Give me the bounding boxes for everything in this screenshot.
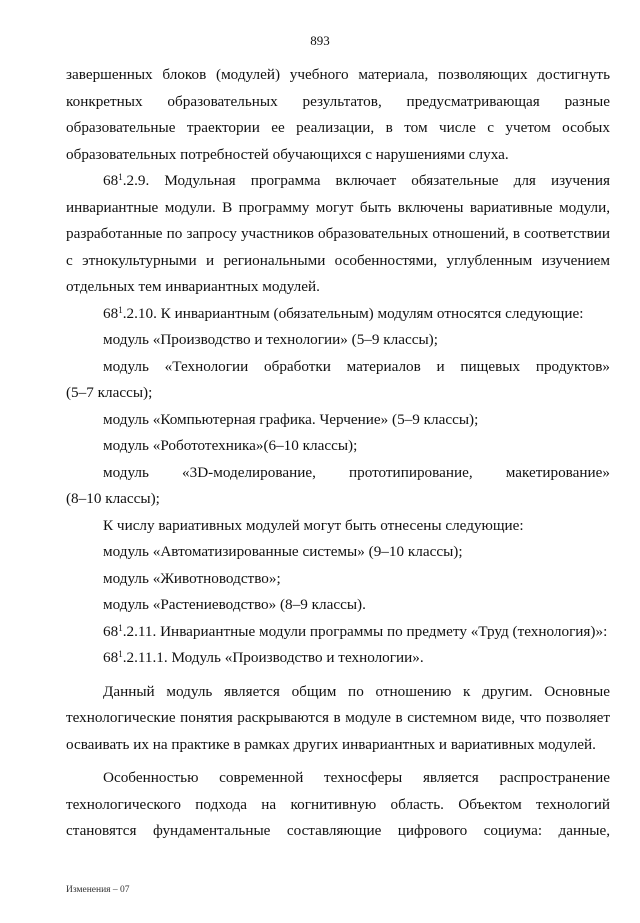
text-line — [66, 592, 610, 619]
line-text: конкретных образовательных результатов, предусматривающая разные — [66, 92, 610, 110]
line-text: Данный модуль является общим по отношению к другим. Основные — [103, 682, 610, 700]
text-line — [66, 142, 610, 169]
line-text: модуль «Производство и технологии» (5–9 классы); — [103, 331, 438, 348]
line-text: Особенностью современной техносферы является распространение — [103, 769, 610, 786]
text-line — [66, 486, 610, 513]
text-line — [66, 195, 610, 222]
text-line — [66, 274, 610, 301]
text-line — [66, 354, 610, 381]
line-text: образовательных потребностей обучающихся с нарушениями слуха. — [66, 145, 509, 163]
line-text: модуль «Компьютерная графика. Черчение» (5–9 классы); — [103, 410, 479, 428]
line-text: .2.11. Инвариантные модули программы по предмету «Труд (технология)»: — [122, 622, 608, 640]
text-line — [66, 566, 610, 593]
section-number: $68^1$ — [103, 172, 123, 189]
page-number: 893 — [310, 33, 330, 48]
section-number: $68^1$ — [103, 622, 123, 640]
text-line — [66, 115, 610, 142]
line-text: модуль «Робототехника»(6–10 классы); — [103, 437, 358, 454]
section-superscript: 1 — [118, 304, 123, 315]
line-text: .2.9. Модульная программа включает обязательные для изучения — [122, 172, 610, 189]
text-line — [66, 433, 610, 460]
text-line — [66, 818, 610, 845]
section-superscript: 1 — [118, 622, 123, 633]
text-line — [66, 89, 610, 116]
text-line — [66, 679, 610, 706]
line-text: .2.10. К инвариантным (обязательным) модулям относятся следующие: — [122, 304, 584, 322]
line-text: .2.11.1. Модуль «Производство и технологии». — [122, 649, 424, 666]
line-text: отдельных тем инвариантных модулей. — [66, 278, 320, 295]
line-text: осваивать их на практике в рамках других инвариантных и вариативных модулей. — [66, 735, 596, 753]
line-text: становятся фундаментальные составляющие цифрового социума: данные, — [66, 822, 610, 839]
line-text: модуль «3D-моделирование, прототипирование, макетирование» — [103, 463, 610, 481]
text-line — [66, 168, 610, 195]
line-text: инвариантные модули. В программу могут быть включены вариативные модули, — [66, 198, 610, 216]
text-line — [66, 460, 610, 487]
line-text: технологического подхода на когнитивную область. Объектом технологий — [66, 795, 610, 813]
text-line — [66, 248, 610, 275]
text-line — [66, 513, 610, 540]
text-line — [66, 645, 610, 672]
text-line — [66, 765, 610, 792]
line-text: с этнокультурными и региональными особенностями, углубленным изучением — [66, 251, 610, 269]
text-line — [66, 732, 610, 759]
text-line — [66, 62, 610, 89]
line-text: модуль «Растениеводство» (8–9 классы). — [103, 596, 366, 613]
line-text: модуль «Животноводство»; — [103, 569, 281, 587]
text-line — [66, 539, 610, 566]
text-line — [66, 327, 610, 354]
line-text: разработанные по запросу участников образовательных отношений, в соответствии — [66, 225, 610, 242]
text-line — [66, 407, 610, 434]
line-text: технологические понятия раскрываются в модуле в системном виде, что позволяет — [66, 709, 610, 726]
section-superscript: 1 — [118, 649, 123, 659]
text-line — [66, 301, 610, 328]
line-text: модуль «Технологии обработки материалов и пищевых продуктов» — [103, 357, 610, 375]
line-text: модуль «Автоматизированные системы» (9–10 классы); — [103, 543, 463, 560]
document-body — [66, 62, 610, 845]
section-superscript: 1 — [118, 172, 123, 182]
line-text: (5–7 классы); — [66, 384, 153, 401]
section-number: $68^1$ — [103, 304, 123, 322]
line-text: образовательные траектории ее реализации, в том числе с учетом особых — [66, 119, 610, 136]
line-text: завершенных блоков (модулей) учебного материала, позволяющих достигнуть — [66, 66, 610, 83]
line-text: (8–10 классы); — [66, 490, 160, 507]
text-line — [66, 221, 610, 248]
text-line — [66, 792, 610, 819]
text-line — [66, 619, 610, 646]
footer-note: Изменения – 07 — [66, 885, 130, 895]
section-number: $68^1$ — [103, 649, 123, 666]
text-line — [66, 380, 610, 407]
paragraph-gap — [66, 672, 610, 679]
line-text: К числу вариативных модулей могут быть отнесены следующие: — [103, 516, 524, 534]
text-line — [66, 705, 610, 732]
paragraph-gap — [66, 758, 610, 765]
